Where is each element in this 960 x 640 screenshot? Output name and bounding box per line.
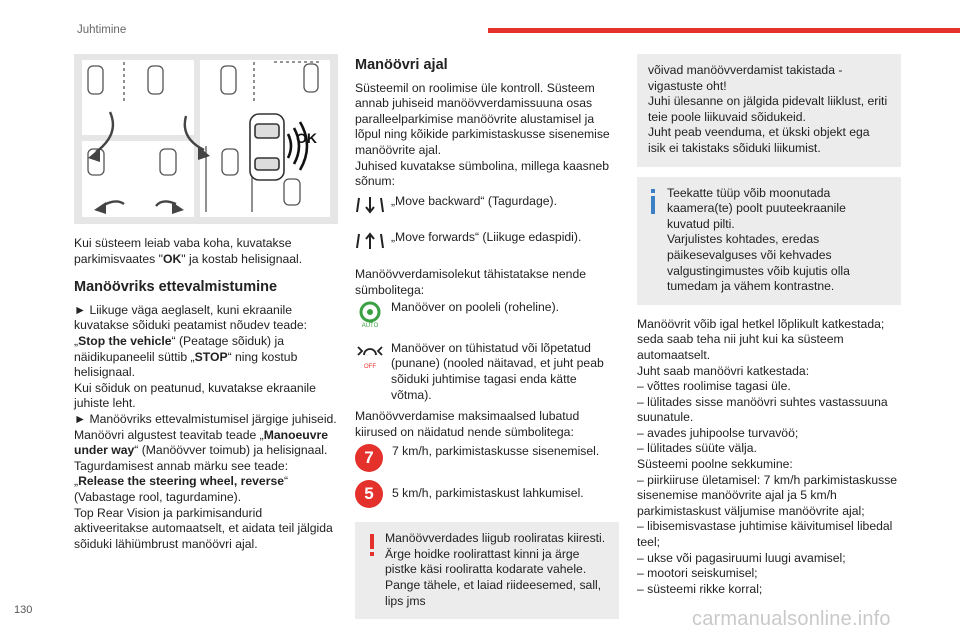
interrupt-section bbox=[637, 317, 901, 598]
list-item: – süsteemi rikke korral; bbox=[637, 581, 763, 596]
speed-limit-enter bbox=[355, 444, 619, 472]
system-interrupt-intro: Süsteemi poolne sekkumine: bbox=[637, 457, 793, 472]
move-backward-icon bbox=[355, 194, 391, 221]
warning-continued-2: Juhi ülesanne on jälgida pidevalt liiklust, eriti teie poole liikuvaid sõidukeid. bbox=[648, 94, 888, 124]
warning-continued-1: võivad manöövverdamist takistada - vigastuste oht! bbox=[648, 63, 843, 93]
status-in-progress bbox=[355, 300, 619, 333]
right-column bbox=[637, 54, 901, 597]
left-column bbox=[74, 54, 338, 552]
left-step-2: ► Manöövriks ettevalmistumisel järgige juhiseid. bbox=[74, 411, 337, 426]
header-accent-bar bbox=[488, 28, 960, 33]
steering-wheel-off-icon bbox=[355, 341, 391, 374]
list-item: – ukse või pagasiruumi luugi avamisel; bbox=[637, 550, 846, 565]
warning-continued-box bbox=[637, 54, 901, 167]
heading-during-manoeuvre: Manöövri ajal bbox=[355, 57, 448, 73]
warning-text: Manöövverdades liigub rooliratas kiiresti. Ärge hoidke roolirattast kinni ja ärge pistke käsi rooliratta kodarate vahele. Pange tähele, et laiad riideesemed, sall, lips jms bbox=[385, 531, 606, 608]
speed-5-icon: 5 bbox=[355, 480, 383, 508]
list-item: – piirkiiruse ületamisel: 7 km/h parkimistaskusse sisenemise manöövrite ajal ja 5 km/h parkimistaskust väljumise manöövrite ajal; bbox=[637, 472, 898, 518]
warning-icon bbox=[367, 534, 377, 563]
page-number: 130 bbox=[14, 604, 33, 616]
warning-box bbox=[355, 522, 619, 619]
list-item: – lülitades süüte välja. bbox=[637, 441, 757, 456]
move-forwards-icon bbox=[355, 230, 391, 257]
svg-text:OFF: OFF bbox=[364, 363, 376, 369]
list-item: – libisemisvastase juhtimise käivitumisel libedal teel; bbox=[637, 519, 893, 550]
move-forwards-text: „Move forwards“ (Liikuge edaspidi). bbox=[391, 230, 582, 245]
speed-7-icon: 7 bbox=[355, 444, 383, 472]
left-step-5: Top Rear Vision ja parkimisandurid aktiveeritakse automaatselt, et aidata teil jälgida sõiduki lähiümbrust manöövri ajal. bbox=[74, 505, 333, 551]
list-item: – mootori seiskumisel; bbox=[637, 566, 758, 581]
list-item: – võttes roolimise tagasi üle. bbox=[637, 379, 791, 394]
info-icon bbox=[648, 189, 658, 220]
steering-wheel-auto-icon bbox=[355, 300, 391, 333]
speed-enter-text: 7 km/h, parkimistaskusse sisenemisel. bbox=[392, 444, 600, 459]
parking-illustration bbox=[74, 54, 338, 224]
symbol-move-forwards bbox=[355, 230, 619, 257]
speed-exit-text: 5 km/h, parkimistaskust lahkumisel. bbox=[392, 486, 584, 501]
middle-column bbox=[355, 54, 619, 619]
list-item: – avades juhipoolse turvavöö; bbox=[637, 425, 799, 440]
left-step-4: Tagurdamisest annab märku see teade: „Release the steering wheel, reverse“ (Vabastage rool, tagurdamine). bbox=[74, 458, 289, 504]
left-step-1: ► Liikuge väga aeglaselt, kuni ekraanile kuvatakse sõiduki peatamist nõudev teade: „Stop the vehicle“ (Peatage sõiduk) ja näidikupaneelil süttib „STOP“ ning kostub helisignaal. bbox=[74, 302, 308, 380]
list-item: – lülitades sisse manöövri suhtes vastassuuna suunatule. bbox=[637, 394, 888, 425]
speed-limit-exit bbox=[355, 480, 619, 508]
svg-text:AUTO: AUTO bbox=[361, 323, 379, 329]
info-text-1: Teekatte tüüp võib moonutada kaamera(te) poolt puuteekraanile kuvatud pilti. bbox=[667, 185, 846, 231]
left-step-3: Manöövri algustest teavitab teade „Manoeuvre under way“ (Manöövver toimub) ja helisignaal. bbox=[74, 427, 329, 458]
mid-speed-intro: Manöövverdamise maksimaalsed lubatud kiirused on näidatud nende sümbolitega: bbox=[355, 409, 580, 439]
mid-status-intro: Manöövverdamisolekut tähistatakse nende sümbolitega: bbox=[355, 266, 587, 297]
section-title: Juhtimine bbox=[77, 24, 127, 36]
heading-preparation: Manöövriks ettevalmistumine bbox=[74, 279, 278, 296]
driver-interrupt-intro: Juht saab manöövri katkestada: bbox=[637, 363, 810, 378]
info-text-2: Varjulistes kohtades, eredas päikesevalguses või kehvades valgustingimustes võib kujutis olla tumedam ja vähem kontrastne. bbox=[667, 232, 850, 294]
move-backward-text: „Move backward“ (Tagurdage). bbox=[391, 193, 557, 208]
status-in-progress-text: Manööver on pooleli (roheline). bbox=[391, 300, 560, 315]
left-step-1b: Kui sõiduk on peatunud, kuvatakse ekraanile juhiste leht. bbox=[74, 380, 316, 411]
left-intro: Kui süsteem leiab vaba koha, kuvatakse parkimisvaates "OK" ja kostab helisignaal. bbox=[74, 236, 303, 266]
interrupt-intro: Manöövrit võib igal hetkel lõplikult katkestada; seda saab teha nii juht kui ka süsteem automaatselt. bbox=[637, 316, 885, 362]
warning-continued-3: Juht peab veenduma, et ükski objekt ega isik ei takistaks sõiduki liikumist. bbox=[648, 125, 870, 155]
watermark: carmanualsonline.info bbox=[692, 608, 891, 630]
mid-intro: Süsteemil on roolimise üle kontroll. Süsteem annab juhiseid manöövverdamissuuna osas paralleelparkimise manöövrite alustamisel ja lõpul ning kõikide parkimistaskusse sisenemise manöövrite ajal. bbox=[355, 80, 610, 157]
mid-instructions: Juhised kuvatakse sümbolina, millega kaasneb sõnum: bbox=[355, 158, 610, 189]
status-cancelled bbox=[355, 341, 619, 403]
ok-label: OK bbox=[296, 130, 317, 146]
symbol-move-backward bbox=[355, 194, 619, 221]
status-cancelled-text: Manööver on tühistatud või lõpetatud (punane) (nooled näitavad, et juht peab sõiduki juhtimise tagasi enda kätte võtma). bbox=[391, 340, 604, 402]
info-box bbox=[637, 177, 901, 305]
